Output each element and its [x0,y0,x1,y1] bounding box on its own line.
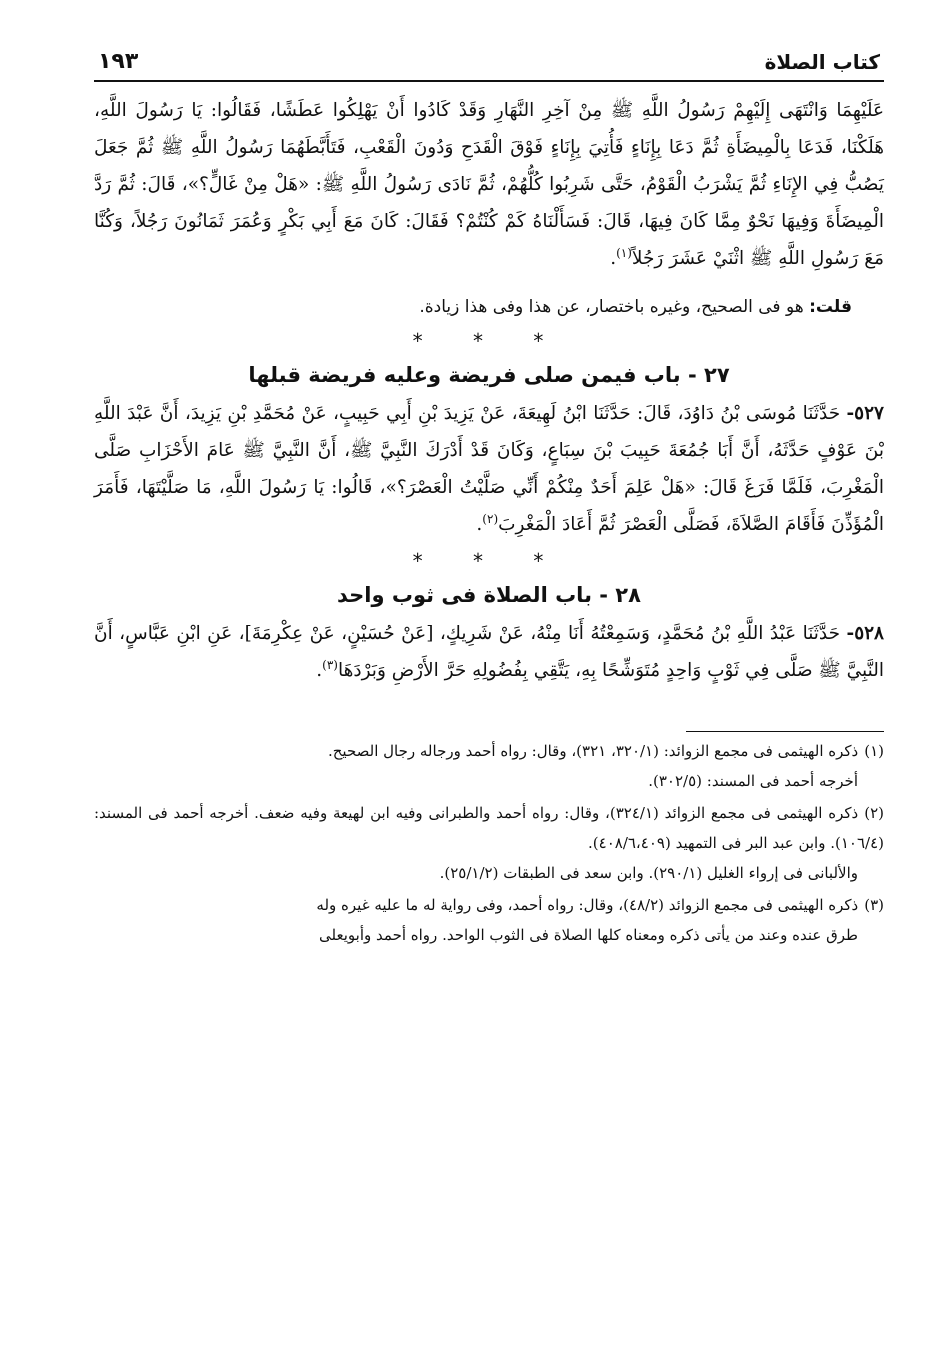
footnote [94,798,884,888]
footnote [94,736,884,796]
footnote-continuation: أخرجه أحمد فى المسند: (٣٠٢/٥). [648,772,858,790]
continuation-paragraph: عَلَيْهِمَا وَانْتَهَى إِلَيْهِمْ رَسُولُ اللَّهِ ﷺ مِنْ آخِرِ النَّهَارِ وَقَدْ كَادُوا أَنْ يَهْلِكُوا عَطَشًا، فَقَالُوا: يَا رَسُولَ اللَّهِ، هَلَكْنَا، فَدَعَا بِالْمِيضَأَةِ ثُمَّ دَعَا بِإِنَاءٍ فَأُتِيَ بِإِنَاءٍ فَوْقَ الْقَدَحِ وَدُونَ الْقَعْبِ، فَتَأَبَّطَهُمَا رَسُولُ اللَّهِ ﷺ ثُمَّ جَعَلَ يَصُبُّ فِي الإِنَاءِ ثُمَّ يَشْرَبُ الْقَوْمُ، حَتَّى شَرِبُوا كُلُّهُمْ، ثُمَّ نَادَى رَسُولُ اللَّهِ ﷺ: «هَلْ مِنْ غَالٍّ؟»، قَالَ: ثُمَّ رَدَّ الْمِيضَأَةَ وَفِيهَا نَحْوٌ مِمَّا كَانَ فِيهَا، قَالَ: فَسَأَلْنَاهُ كَمْ كُنْتُمْ؟ فَقَالَ: كَانَ مَعَ أَبِي بَكْرٍ وَعُمَرَ ثَمَانُونَ رَجُلاً، وَكُنَّا مَعَ رَسُولِ اللَّهِ ﷺ اثْنَيْ عَشَرَ رَجُلاً$^{(١)}$. [94,100,884,269]
hadith-text: حَدَّثَنَا عَبْدُ اللَّهِ بْنُ مُحَمَّدٍ، وَسَمِعْتُهُ أَنَا مِنْهُ، عَنْ شَرِيكٍ، [عَنْ حُسَيْنٍ، عَنْ عِكْرِمَةَ]، عَنِ ابْنِ عَبَّاسٍ، أَنَّ النَّبِيَّ ﷺ صَلَّى فِي ثَوْبٍ وَاحِدٍ مُتَوَشِّحًا بِهِ، يَتَّقِي بِفُضُولِهِ حَرَّ الأَرْضِ وَبَرْدَهَا [94,623,884,681]
footnote-ref-1: (١) [616,245,632,260]
running-title: كتاب الصلاة [764,50,880,74]
footnote-ref-2: (٢) [482,511,499,526]
book-page [94,36,884,952]
footnote-number: (١) [864,742,884,760]
footnote-divider [686,731,884,732]
page-number: ١٩٣ [98,49,139,74]
chapter-heading-27: ٢٧ - باب فيمن صلى فريضة وعليه فريضة قبلها [248,363,730,387]
footnote-continuation: طرق عنده وعند من يأتى ذكره ومعناه كلها الصلاة فى الثوب الواحد. رواه أحمد وأبويعلى [319,926,858,944]
footnote-number: (٢) [864,804,885,822]
note-label: قلت: [809,297,852,317]
section-separator: * * * [412,549,566,573]
hadith-528: ٥٢٨- حَدَّثَنَا عَبْدُ اللَّهِ بْنُ مُحَمَّدٍ، وَسَمِعْتُهُ أَنَا مِنْهُ، عَنْ شَرِيكٍ، [عَنْ حُسَيْنٍ، عَنْ عِكْرِمَةَ]، عَنِ ابْنِ عَبَّاسٍ، أَنَّ النَّبِيَّ ﷺ صَلَّى فِي ثَوْبٍ وَاحِدٍ مُتَوَشِّحًا بِهِ، يَتَّقِي بِفُضُولِهِ حَرَّ الأَرْضِ وَبَرْدَهَا$^{(٣)}$. [94,623,884,681]
continuation-text: عَلَيْهِمَا وَانْتَهَى إِلَيْهِمْ رَسُولُ اللَّهِ ﷺ مِنْ آخِرِ النَّهَارِ وَقَدْ كَادُوا أَنْ يَهْلِكُوا عَطَشًا، فَقَالُوا: يَا رَسُولَ اللَّهِ، هَلَكْنَا، فَدَعَا بِالْمِيضَأَةِ ثُمَّ دَعَا بِإِنَاءٍ فَأُتِيَ بِإِنَاءٍ فَوْقَ الْقَدَحِ وَدُونَ الْقَعْبِ، فَتَأَبَّطَهُمَا رَسُولُ اللَّهِ ﷺ ثُمَّ جَعَلَ يَصُبُّ فِي الإِنَاءِ ثُمَّ يَشْرَبُ الْقَوْمُ، حَتَّى شَرِبُوا كُلُّهُمْ، ثُمَّ نَادَى رَسُولُ اللَّهِ ﷺ: «هَلْ مِنْ غَالٍّ؟»، قَالَ: ثُمَّ رَدَّ الْمِيضَأَةَ وَفِيهَا نَحْوٌ مِمَّا كَانَ فِيهَا، قَالَ: فَسَأَلْنَاهُ كَمْ كُنْتُمْ؟ فَقَالَ: كَانَ مَعَ أَبِي بَكْرٍ وَعُمَرَ ثَمَانُونَ رَجُلاً، وَكُنَّا مَعَ رَسُولِ اللَّهِ ﷺ اثْنَيْ عَشَرَ رَجُلاً [94,100,884,269]
running-header [94,36,884,82]
footnote-number: (٣) [864,896,884,914]
footnote-ref-3: (٣) [322,657,338,672]
footnote-text: ذكره الهيثمى فى مجمع الزوائد (٣٢٤/١)، وقال: رواه أحمد والطبرانى وفيه ابن لهيعة وفيه ضعف. أخرجه أحمد فى المسند: (١٠٦/٤). وابن عبد البر فى التمهيد (٤٠٨/٦،٤٠٩). [94,804,884,852]
hadith-text: حَدَّثَنَا مُوسَى بْنُ دَاوُدَ، قَالَ: حَدَّثَنَا ابْنُ لَهِيعَةَ، عَنْ يَزِيدَ بْنِ أَبِي حَبِيبٍ، عَنْ مُحَمَّدِ بْنِ يَزِيدَ، أَنَّ عَبْدَ اللَّهِ بْنَ عَوْفٍ حَدَّثَهُ، أَنَّ أَبَا جُمُعَةَ حَبِيبَ بْنَ سِبَاعٍ، وَكَانَ قَدْ أَدْرَكَ النَّبِيَّ ﷺ، أَنَّ النَّبِيَّ ﷺ عَامَ الأَحْزَابِ صَلَّى الْمَغْرِبَ، فَلَمَّا فَرَغَ قَالَ: «هَلْ عَلِمَ أَحَدٌ مِنْكُمْ أَنِّي صَلَّيْتُ الْعَصْرَ؟»، قَالُوا: يَا رَسُولَ اللَّهِ، مَا صَلَّيْتَهَا، فَأَمَرَ الْمُؤَذِّنَ فَأَقَامَ الصَّلاَةَ، فَصَلَّى الْعَصْرَ ثُمَّ أَعَادَ الْمَغْرِبَ [94,403,884,535]
footnotes [94,736,884,950]
hadith-number: ٥٢٨- [846,623,884,644]
section-separator: * * * [412,329,566,353]
note-paragraph [94,291,884,323]
chapter-heading-28: ٢٨ - باب الصلاة فى ثوب واحد [337,583,641,607]
footnote-text: ذكره الهيثمى فى مجمع الزوائد: (٣٢٠/١، ٣٢١)، وقال: رواه أحمد ورجاله رجال الصحيح. [327,742,859,760]
footnote-continuation: والألبانى فى إرواء الغليل (٢٩٠/١). وابن سعد فى الطبقات (٢٥/١/٢). [439,864,858,882]
note-text: هو فى الصحيح، وغيره باختصار، عن هذا وفى هذا زيادة. [419,297,804,317]
footnote-text: ذكره الهيثمى فى مجمع الزوائد (٤٨/٢)، وقال: رواه أحمد، وفى رواية له ما عليه غيره وله [316,896,859,914]
hadith-527: ٥٢٧- حَدَّثَنَا مُوسَى بْنُ دَاوُدَ، قَالَ: حَدَّثَنَا ابْنُ لَهِيعَةَ، عَنْ يَزِيدَ بْنِ أَبِي حَبِيبٍ، عَنْ مُحَمَّدِ بْنِ يَزِيدَ، أَنَّ عَبْدَ اللَّهِ بْنَ عَوْفٍ حَدَّثَهُ، أَنَّ أَبَا جُمُعَةَ حَبِيبَ بْنَ سِبَاعٍ، وَكَانَ قَدْ أَدْرَكَ النَّبِيَّ ﷺ، أَنَّ النَّبِيَّ ﷺ عَامَ الأَحْزَابِ صَلَّى الْمَغْرِبَ، فَلَمَّا فَرَغَ قَالَ: «هَلْ عَلِمَ أَحَدٌ مِنْكُمْ أَنِّي صَلَّيْتُ الْعَصْرَ؟»، قَالُوا: يَا رَسُولَ اللَّهِ، مَا صَلَّيْتَهَا، فَأَمَرَ الْمُؤَذِّنَ فَأَقَامَ الصَّلاَةَ، فَصَلَّى الْعَصْرَ ثُمَّ أَعَادَ الْمَغْرِبَ$^{(٢)}$. [94,403,884,535]
hadith-number: ٥٢٧- [846,403,884,424]
footnote [94,890,884,950]
